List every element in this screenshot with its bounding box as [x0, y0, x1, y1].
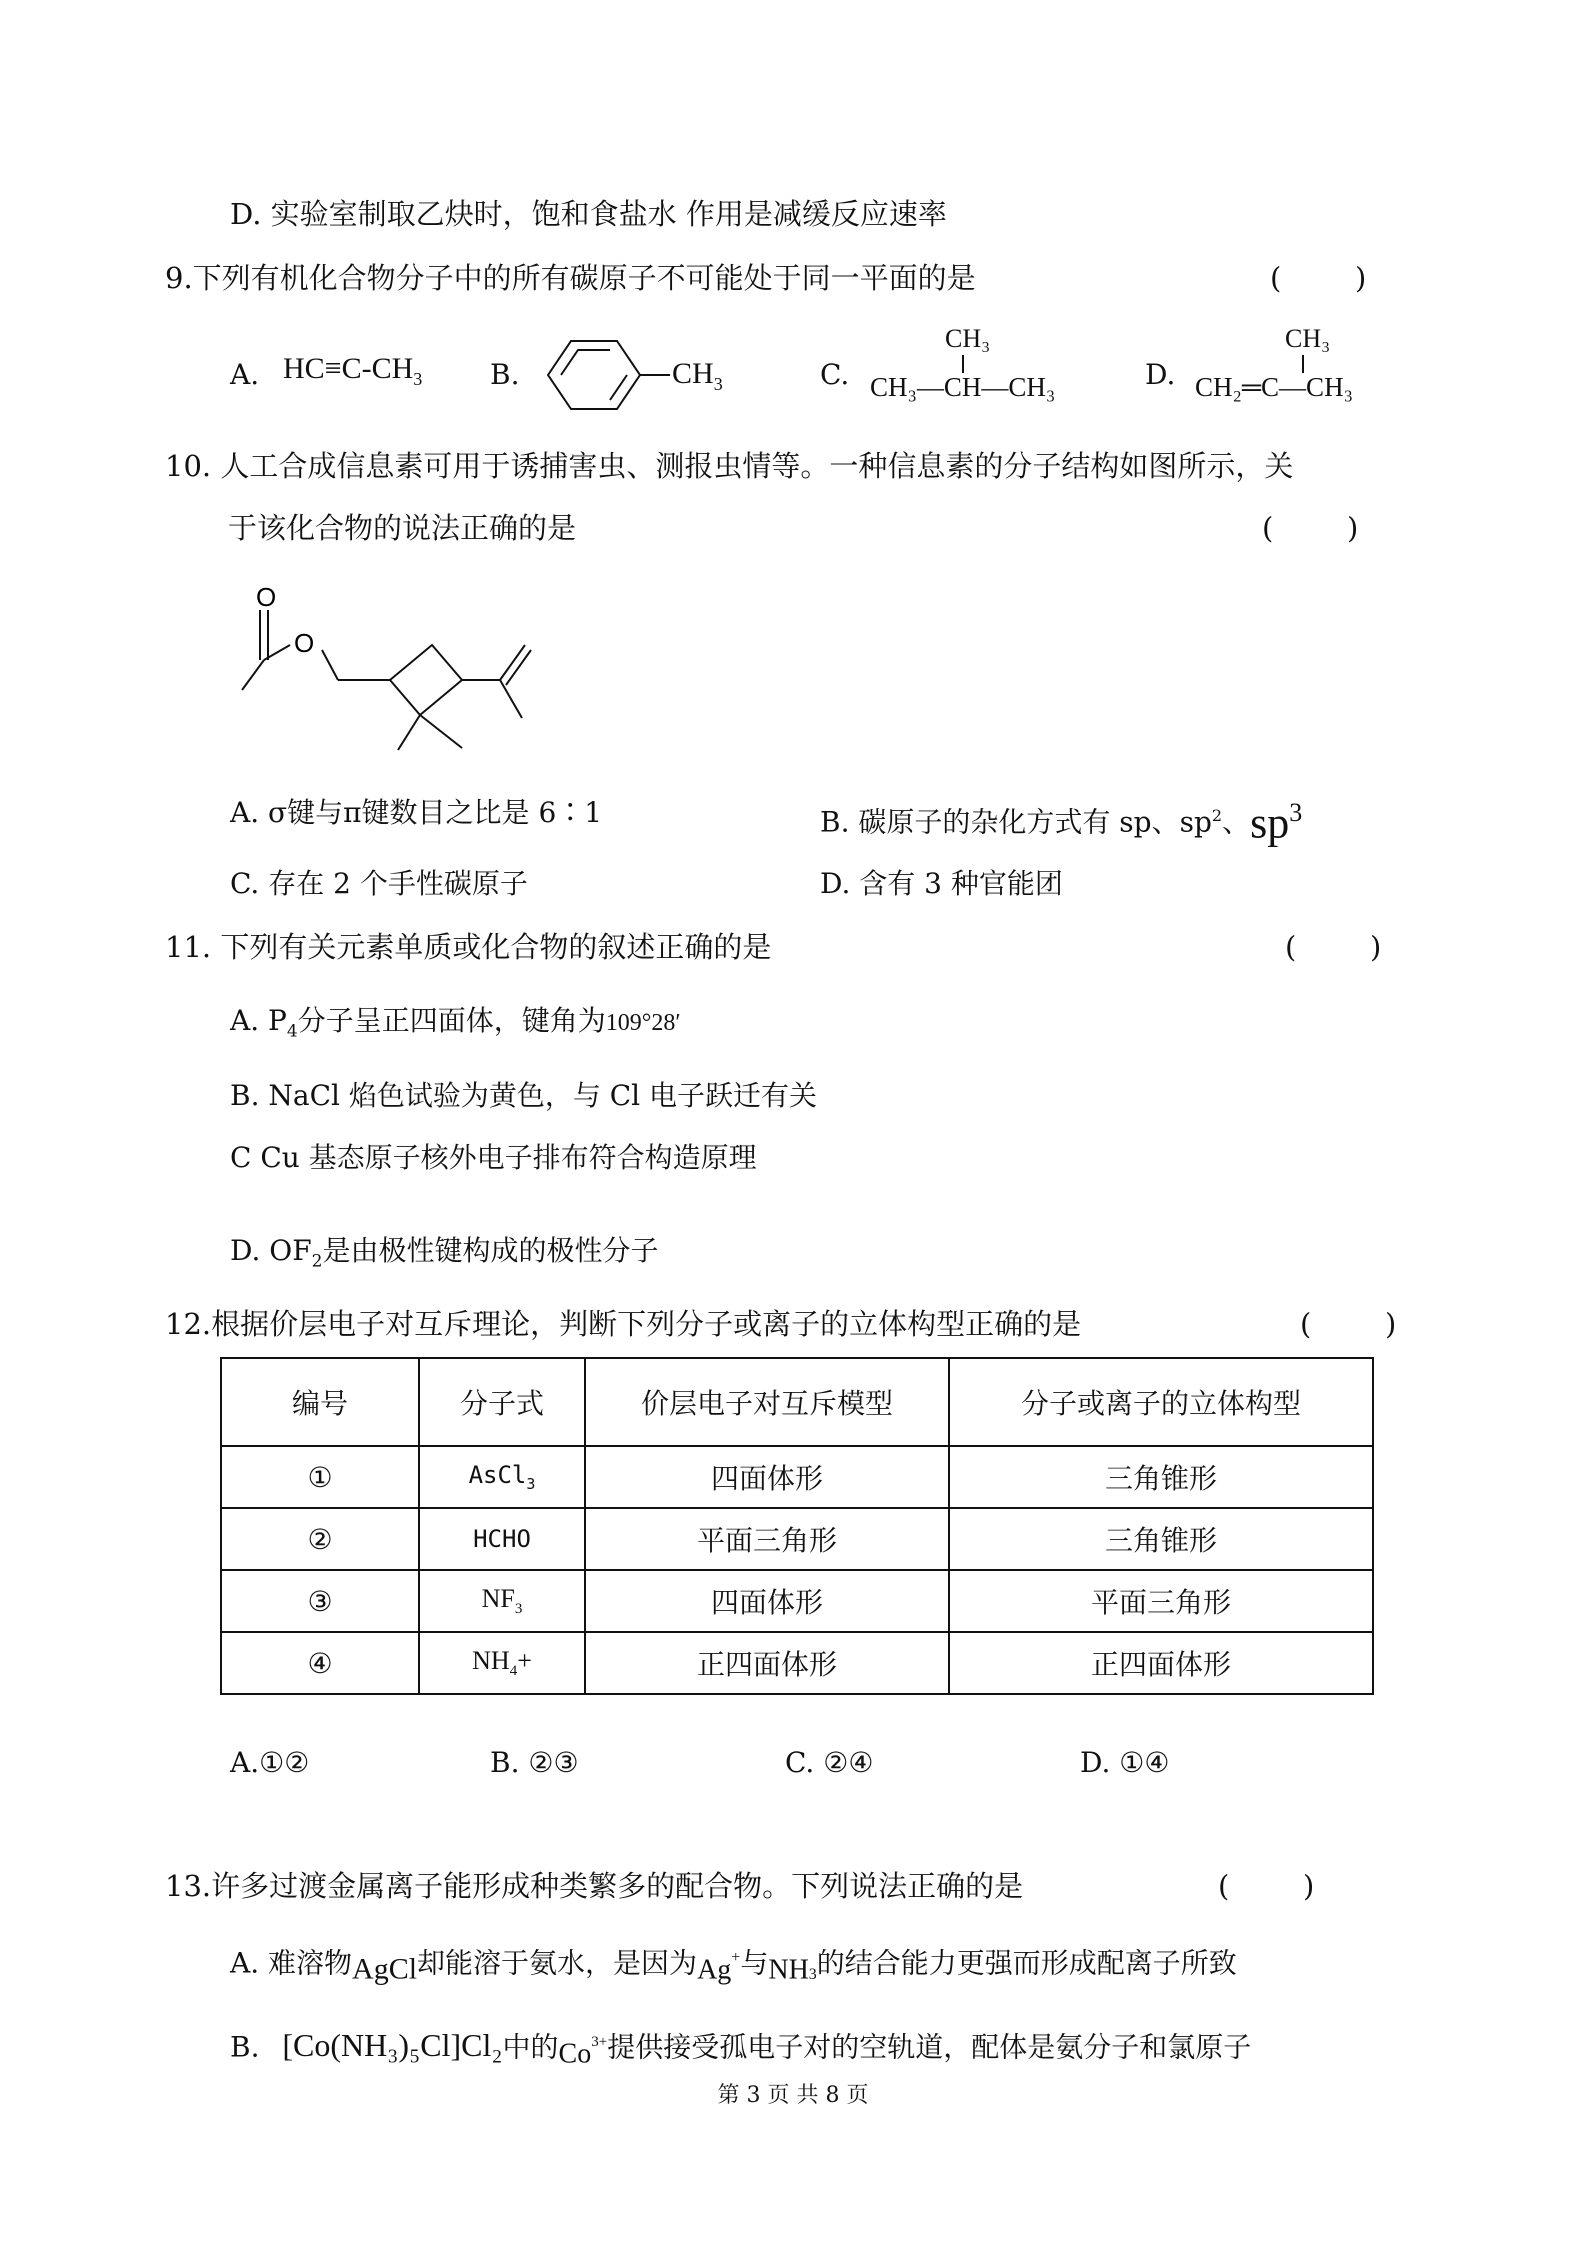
q12-choice-c: C. ②④	[785, 1746, 874, 1779]
row-model: 平面三角形	[585, 1508, 949, 1570]
q13-answer-paren: ( )	[1218, 1869, 1315, 1903]
row-formula: HCHO	[419, 1508, 585, 1570]
table-header-row	[221, 1358, 1373, 1446]
q8-option-d: D. 实验室制取乙炔时，饱和食盐水 作用是减缓反应速率	[230, 197, 947, 231]
row-shape: 正四面体形	[949, 1632, 1373, 1694]
q9-stem: 9.下列有机化合物分子中的所有碳原子不可能处于同一平面的是	[165, 261, 976, 295]
row-model: 四面体形	[585, 1570, 949, 1632]
q9-option-d-main: CH₂═C—CH₃	[1195, 372, 1353, 402]
q11-option-c: C Cu 基态原子核外电子排布符合构造原理	[230, 1141, 757, 1174]
page-footer: 第 3 页 共 8 页	[717, 2083, 869, 2108]
q13-stem: 13.许多过渡金属离子能形成种类繁多的配合物。下列说法正确的是	[165, 1869, 1024, 1903]
q11-option-a: A. $P_4$分子呈正四面体，键角为109°28′	[230, 1004, 681, 1042]
q10-stem-line2: 于该化合物的说法正确的是	[228, 511, 577, 545]
q13-option-a: A. 难溶物AgCl却能溶于氨水，是因为Ag+与$NH_3$的结合能力更强而形成配离子所致	[230, 1946, 1237, 1986]
q10-option-b: B. 碳原子的杂化方式有 sp、$sp^2$、$sp^3$	[820, 798, 1303, 848]
q9-option-b-methyl: $CH_3$	[672, 357, 723, 394]
table-row	[221, 1446, 1373, 1508]
table-row	[221, 1570, 1373, 1632]
header-geometry: 分子或离子的立体构型	[949, 1358, 1373, 1446]
row-formula: $NH_4+$	[419, 1632, 585, 1694]
q9-option-a-label: A.	[230, 358, 260, 391]
q11-option-b: B. NaCl 焰色试验为黄色，与 Cl 电子跃迁有关	[230, 1079, 818, 1112]
row-shape: 平面三角形	[949, 1570, 1373, 1632]
row-shape: 三角锥形	[949, 1446, 1373, 1508]
header-formula: 分子式	[419, 1358, 585, 1446]
q12-choice-a: A.①②	[230, 1746, 310, 1779]
row-number: ①	[221, 1446, 419, 1508]
q11-stem: 11. 下列有关元素单质或化合物的叙述正确的是	[165, 930, 772, 964]
q12-choice-b: B. ②③	[490, 1746, 579, 1779]
q10-answer-paren: ( )	[1262, 511, 1359, 545]
q9-option-c-main: CH₃—CH—CH₃	[870, 372, 1056, 402]
q12-table	[220, 1357, 1374, 1695]
q9-option-c-bond	[962, 355, 964, 373]
q9-option-d-bond	[1302, 355, 1304, 373]
q12-stem: 12.根据价层电子对互斥理论，判断下列分子或离子的立体构型正确的是	[165, 1307, 1082, 1341]
header-number: 编号	[221, 1358, 419, 1446]
q9-option-c-top: CH₃	[945, 324, 991, 353]
row-formula: $NF_3$	[419, 1570, 585, 1632]
q9-option-d-top: CH₃	[1285, 324, 1331, 353]
q10-carbonyl-oxygen: O	[256, 582, 277, 612]
row-number: ④	[221, 1632, 419, 1694]
q9-option-d-label: D.	[1145, 358, 1176, 391]
header-vsepr-model: 价层电子对互斥模型	[585, 1358, 949, 1446]
row-formula: AsCl$_3$	[419, 1446, 585, 1508]
q11-option-d: D. $OF_2$是由极性键构成的极性分子	[230, 1234, 659, 1272]
q10-option-c: C. 存在 2 个手性碳原子	[230, 867, 528, 900]
row-number: ②	[221, 1508, 419, 1570]
row-number: ③	[221, 1570, 419, 1632]
q12-answer-paren: ( )	[1300, 1307, 1397, 1341]
row-model: 正四面体形	[585, 1632, 949, 1694]
q9-option-a-formula: $HC\equiv C-CH_3$	[283, 352, 423, 389]
q13-option-b: B. [Co(NH₃)₅Cl]Cl₂中的$Co^{3+}$提供接受孤电子对的空轨道，配体是氨分子和氯原子	[230, 2027, 1252, 2070]
q9-option-c-label: C.	[820, 358, 850, 391]
q9-answer-paren: ( )	[1270, 261, 1367, 295]
row-model: 四面体形	[585, 1446, 949, 1508]
q10-option-a: A. σ键与π键数目之比是 6∶1	[230, 796, 603, 829]
q10-option-d: D. 含有 3 种官能团	[820, 867, 1063, 900]
row-shape: 三角锥形	[949, 1508, 1373, 1570]
q9-option-b-label: B.	[490, 358, 520, 391]
table-row	[221, 1632, 1373, 1694]
table-row	[221, 1508, 1373, 1570]
q11-answer-paren: ( )	[1285, 930, 1382, 964]
q12-choice-d: D. ①④	[1080, 1746, 1170, 1779]
q10-stem-line1: 10. 人工合成信息素可用于诱捕害虫、测报虫情等。一种信息素的分子结构如图所示，关	[165, 449, 1294, 483]
q10-ester-oxygen: O	[294, 628, 315, 658]
q10-molecule-structure	[230, 570, 610, 770]
